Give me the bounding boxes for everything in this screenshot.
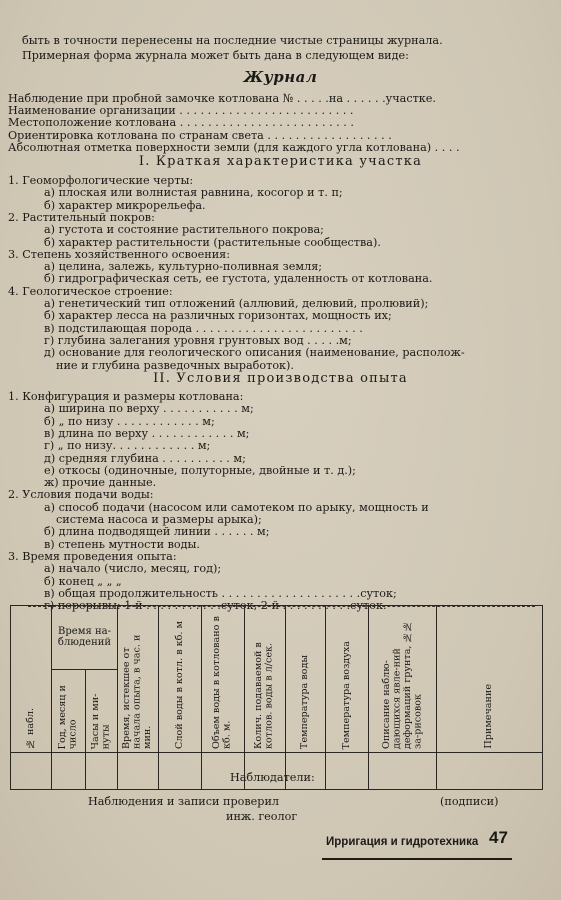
text-line: б) характер микрорельефа. <box>44 198 206 212</box>
table-header-cell <box>51 606 117 670</box>
text-line: а) способ подачи (насосом или самотеком по арыку, мощность и <box>44 500 429 514</box>
text-line: г) „ по низу. . . . . . . . . . . . м; <box>44 439 211 453</box>
text-line: б) длина подводящей линии . . . . . . м; <box>44 525 270 539</box>
journal-title: Журнал <box>243 68 318 86</box>
text-line: а) начало (число, месяц, год); <box>44 562 222 576</box>
page-number: 47 <box>489 828 508 847</box>
table-header-cell <box>11 606 52 753</box>
text-line: быть в точности перенесены на последние чистые страницы журнала. <box>22 34 443 47</box>
text-line: а) целина, залежь, культурно-поливная земля; <box>44 260 323 274</box>
text-line: ж) прочие данные. <box>44 476 157 490</box>
text-line: б) гидрографическая сеть, ее густота, удаленность от котлована. <box>44 272 433 286</box>
column-header: Колич. подаваемой в котлов. воды в л/сек. <box>253 642 275 749</box>
text-line: г) перерывы: 1-й . . . . . . . . . . .суток, 2-й . . . . . . . . . .суток. <box>44 599 387 613</box>
text-line: б) „ по низу . . . . . . . . . . . . м; <box>44 414 215 428</box>
table-header-cell <box>51 669 85 752</box>
section-1-title: I. Краткая характеристика участка <box>138 154 423 169</box>
column-header: Год, месяц и число <box>56 684 79 749</box>
table-header-cell <box>369 606 437 753</box>
text-line: д) основание для геологического описания (наименование, располож- <box>44 346 465 360</box>
table-cell <box>11 753 52 790</box>
table-header-cell <box>159 606 202 753</box>
text-line: Наблюдение при пробной замочке котлована № . . . . .на . . . . . .участке. <box>8 92 436 105</box>
text-line: а) генетический тип отложений (аллювий, делювий, пролювий); <box>44 297 429 310</box>
text-line: система насоса и размеры арыка); <box>56 513 262 526</box>
text-line: в) общая продолжительность . . . . . . . . . . . . . . . . . . . .суток; <box>44 586 397 600</box>
checked-label: Наблюдения и записи проверил <box>88 795 280 808</box>
text-line: Местоположение котлована . . . . . . . . . . . . . . . . . . . . . . . . . <box>8 116 354 130</box>
column-header: Температура воздуха <box>341 640 353 749</box>
observers-label: Наблюдатели: <box>230 771 315 784</box>
text-line: Примерная форма журнала может быть дана в следующем виде: <box>22 49 409 62</box>
column-header: Температура воды <box>299 654 311 749</box>
table-cell <box>85 753 117 790</box>
text-line: а) ширина по верху . . . . . . . . . . . м; <box>44 402 254 416</box>
text-line: Абсолютная отметка поверхности земли (для каждого угла котлована) . . . . <box>8 140 460 154</box>
text-line: а) густота и состояние растительного покрова; <box>44 223 324 237</box>
table-header-cell <box>118 606 159 753</box>
text-line: 3. Время проведения опыта: <box>8 549 177 563</box>
text-line: ние и глубина разведочных выработок). <box>56 358 294 372</box>
journal-name: Ирригация и гидротехника <box>326 836 479 848</box>
table-header-cell <box>326 606 369 753</box>
text-line: в) длина по верху . . . . . . . . . . . . м; <box>44 426 250 440</box>
table-header-cell <box>285 606 326 753</box>
text-line: в) подстилающая порода . . . . . . . . . . . . . . . . . . . . . . . . <box>44 321 363 335</box>
table-cell <box>118 753 159 790</box>
text-line: е) откосы (одиночные, полуторные, двойные и т. д.); <box>44 463 356 477</box>
text-line: Наименование организации . . . . . . . . . . . . . . . . . . . . . . . . . <box>8 104 354 118</box>
text-line: г) глубина залегания уровня грунтовых вод . . . . .м; <box>44 333 352 347</box>
text-line: 1. Конфигурация и размеры котлована: <box>8 390 244 403</box>
signature-label: (подписи) <box>440 795 499 808</box>
text-line: в) степень мутности воды. <box>44 537 200 551</box>
text-line: а) плоская или волнистая равнина, косогор и т. п; <box>44 186 343 200</box>
text-line: б) характер лесса на различных горизонтах, мощность их; <box>44 309 392 323</box>
role-label: инж. геолог <box>226 810 298 823</box>
text-line: 4. Геологическое строение: <box>8 284 173 298</box>
text-line: 2. Растительный покров: <box>8 210 155 224</box>
column-header: Описание наблю-дающихся явле-ний деформаций грунта, №№ за-рисовок <box>380 620 424 749</box>
column-header: Слой воды в котл. в кб. м <box>173 621 185 749</box>
column-header: Объем воды в котловано в кб. м. <box>211 616 233 749</box>
observation-table <box>10 605 543 790</box>
column-header: Часы и ми-нуты <box>90 693 112 749</box>
table-header-cell <box>85 669 117 752</box>
text-line: б) характер растительности (растительные сообщества). <box>44 235 381 249</box>
table-cell <box>51 753 85 790</box>
text-line: Ориентировка котлована по странам света . . . . . . . . . . . . . . . . . . <box>8 128 392 142</box>
table-header-cell <box>201 606 244 753</box>
text-line: 1. Геоморфологические черты: <box>8 174 194 187</box>
text-line: б) конец „ „ „ <box>44 574 122 588</box>
column-group-header: Время на-блюдений <box>57 626 112 649</box>
column-header: Примечание <box>483 684 495 749</box>
table-header-cell <box>437 606 543 753</box>
column-header: № набл. <box>24 707 36 749</box>
table-cell <box>159 753 202 790</box>
footer-rule <box>322 858 512 860</box>
section-2-title: II. Условия производства опыта <box>153 371 408 386</box>
text-line: 3. Степень хозяйственного освоения: <box>8 247 231 261</box>
text-line: д) средняя глубина . . . . . . . . . . м; <box>44 451 246 465</box>
text-line: 2. Условия подачи воды: <box>8 488 154 502</box>
table-header-cell <box>244 606 285 753</box>
column-header: Время, истекшее от начала опыта, в час. и мин. <box>121 634 154 749</box>
